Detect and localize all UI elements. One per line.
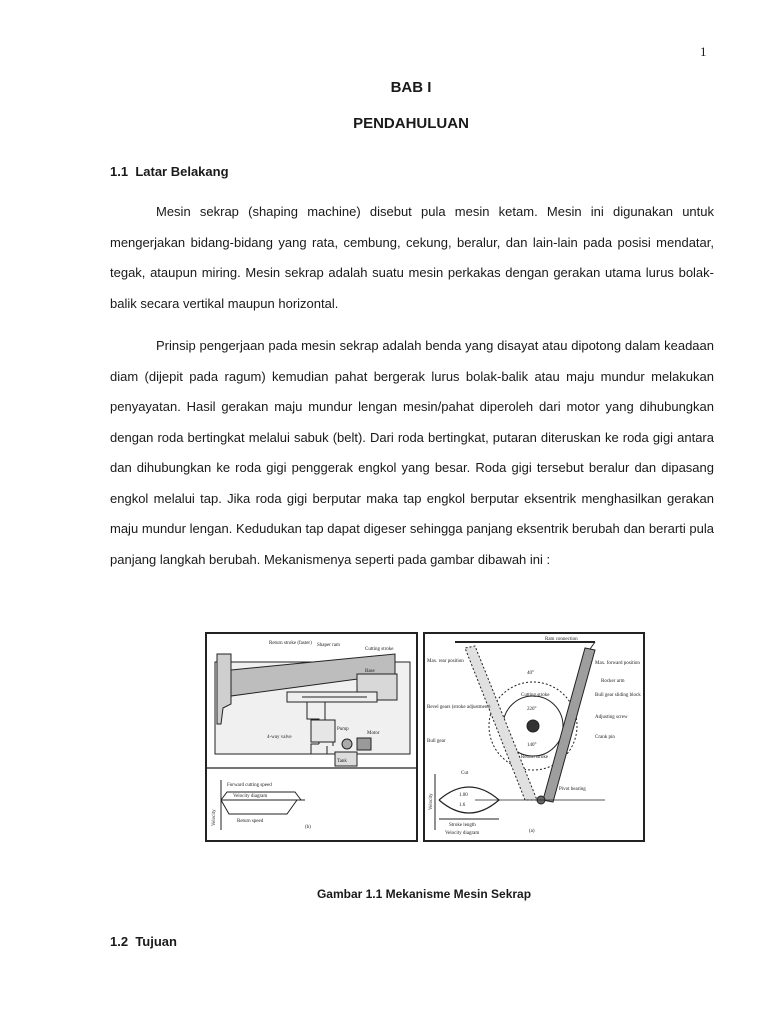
section-title: Latar Belakang <box>135 164 229 179</box>
motor <box>357 738 371 750</box>
paragraph-1-text: Mesin sekrap (shaping machine) disebut pula mesin ketam. Mesin ini digunakan untuk mengerjakan bidang-bidang yang rata, cembung, cekung, beralur, dan lain-lain pada posisi mendatar, tegak, ataupun miring. Mesin sekrap adalah suatu mesin perkakas dengan gerakan utama lurus bolak-balik secara vertikal maupun horizontal. <box>110 204 714 311</box>
label-angle-cut: 220° <box>527 707 537 712</box>
label-bull-gear-block: Bull gear sliding block <box>595 693 641 698</box>
label-return-speed: Return speed <box>237 819 264 824</box>
figure-panel-hydraulic <box>205 632 418 842</box>
label-valve: 4-way valve <box>267 735 292 740</box>
label-cut: Cut <box>461 771 469 776</box>
label-velocity-diagram-right: Velocity diagram <box>445 831 480 836</box>
paragraph-2 <box>110 331 714 575</box>
label-shaper-ram: Shaper ram <box>317 643 340 648</box>
label-velocity-diagram: Velocity diagram <box>233 794 268 799</box>
label-max-forward: Max. forward position <box>595 661 640 666</box>
paragraph-2-text: Prinsip pengerjaan pada mesin sekrap adalah benda yang disayat atau dipotong dalam keadaan diam (dijepit pada ragum) kemudian pahat bergerak lurus bolak-balik atau maju mundur melakukan penyayatan. Hasil gerakan maju mundur lengan mesin/pahat diperoleh dari motor yang dihubungkan dengan roda bertingkat melalui sabuk (belt). Dari roda bertingkat, putaran diteruskan ke roda gigi antara dan dihubungkan ke roda gigi penggerak engkol yang besar. Roda gigi tersebut beralur dan dipasang engkol melalui tap. Jika roda gigi berputar maka tap engkol berputar eksentrik menghasilkan gerakan maju mundur lengan. Kedudukan tap dapat digeser sehingga panjang eksentrik berubah dan berarti pula panjang langkah berubah. Mekanismenya seperti pada gambar dibawah ini : <box>110 338 714 567</box>
page-number: 1 <box>700 44 707 59</box>
figure-caption: Gambar 1.1 Mekanisme Mesin Sekrap <box>316 887 532 901</box>
label-velocity-right: Velocity <box>429 793 434 810</box>
four-way-valve <box>311 720 335 742</box>
label-tank: Tank <box>337 759 347 764</box>
chapter-label: BAB I <box>390 79 432 96</box>
label-ratio-2: 1.6 <box>459 803 466 808</box>
label-return-stroke-arc: Return stroke <box>521 755 549 760</box>
label-motor: Motor <box>367 731 380 736</box>
label-rocker-arm: Rocker arm <box>601 679 625 684</box>
section-heading-1-1 <box>110 164 229 179</box>
label-adjusting-screw: Adjusting screw <box>595 715 628 720</box>
label-angle-return: 140° <box>527 743 537 748</box>
label-forward-speed: Forward cutting speed <box>227 783 272 788</box>
label-tag-a: (a) <box>529 829 535 834</box>
label-cutting-stroke: Cutting stroke <box>365 647 394 652</box>
section-title: Tujuan <box>135 934 177 949</box>
rocker-arm <box>543 648 595 802</box>
label-ram-connection: Ram connection <box>545 637 578 642</box>
label-tag-b: (b) <box>305 825 311 830</box>
label-cutting-stroke-arc: Cutting stroke <box>521 693 550 698</box>
crank-pin <box>527 720 539 732</box>
figure-mechanism <box>205 632 645 842</box>
figure-panel-crank <box>423 632 645 842</box>
label-stroke-length: Stroke length <box>449 823 476 828</box>
rocker-arm-rear <box>465 646 537 800</box>
chapter-title: PENDAHULUAN <box>353 115 469 132</box>
label-crank-pin: Crank pin <box>595 735 615 740</box>
paragraph-1 <box>110 197 714 319</box>
section-number: 1.1 <box>110 164 129 179</box>
label-angle-top: 40° <box>527 671 534 676</box>
section-number: 1.2 <box>110 934 129 949</box>
label-velocity: Velocity <box>212 809 217 826</box>
section-heading-1-2 <box>110 934 177 949</box>
label-ratio-1: 1.00 <box>459 793 468 798</box>
label-base: Base <box>365 669 375 674</box>
label-pivot-bearing: Pivot bearing <box>559 787 586 792</box>
label-bevel-gears: Bevel gears (stroke adjustment) <box>427 705 491 710</box>
crank-mechanism-diagram <box>425 634 643 840</box>
label-return-stroke: Return stroke (faster) <box>269 641 312 646</box>
label-max-rear: Max. rear position <box>427 659 464 664</box>
hydraulic-shaper-diagram <box>207 634 416 840</box>
return-speed-curve <box>221 800 297 814</box>
pump <box>342 739 352 749</box>
label-bull-gear: Bull gear <box>427 739 446 744</box>
label-pump: Pump <box>337 727 349 732</box>
